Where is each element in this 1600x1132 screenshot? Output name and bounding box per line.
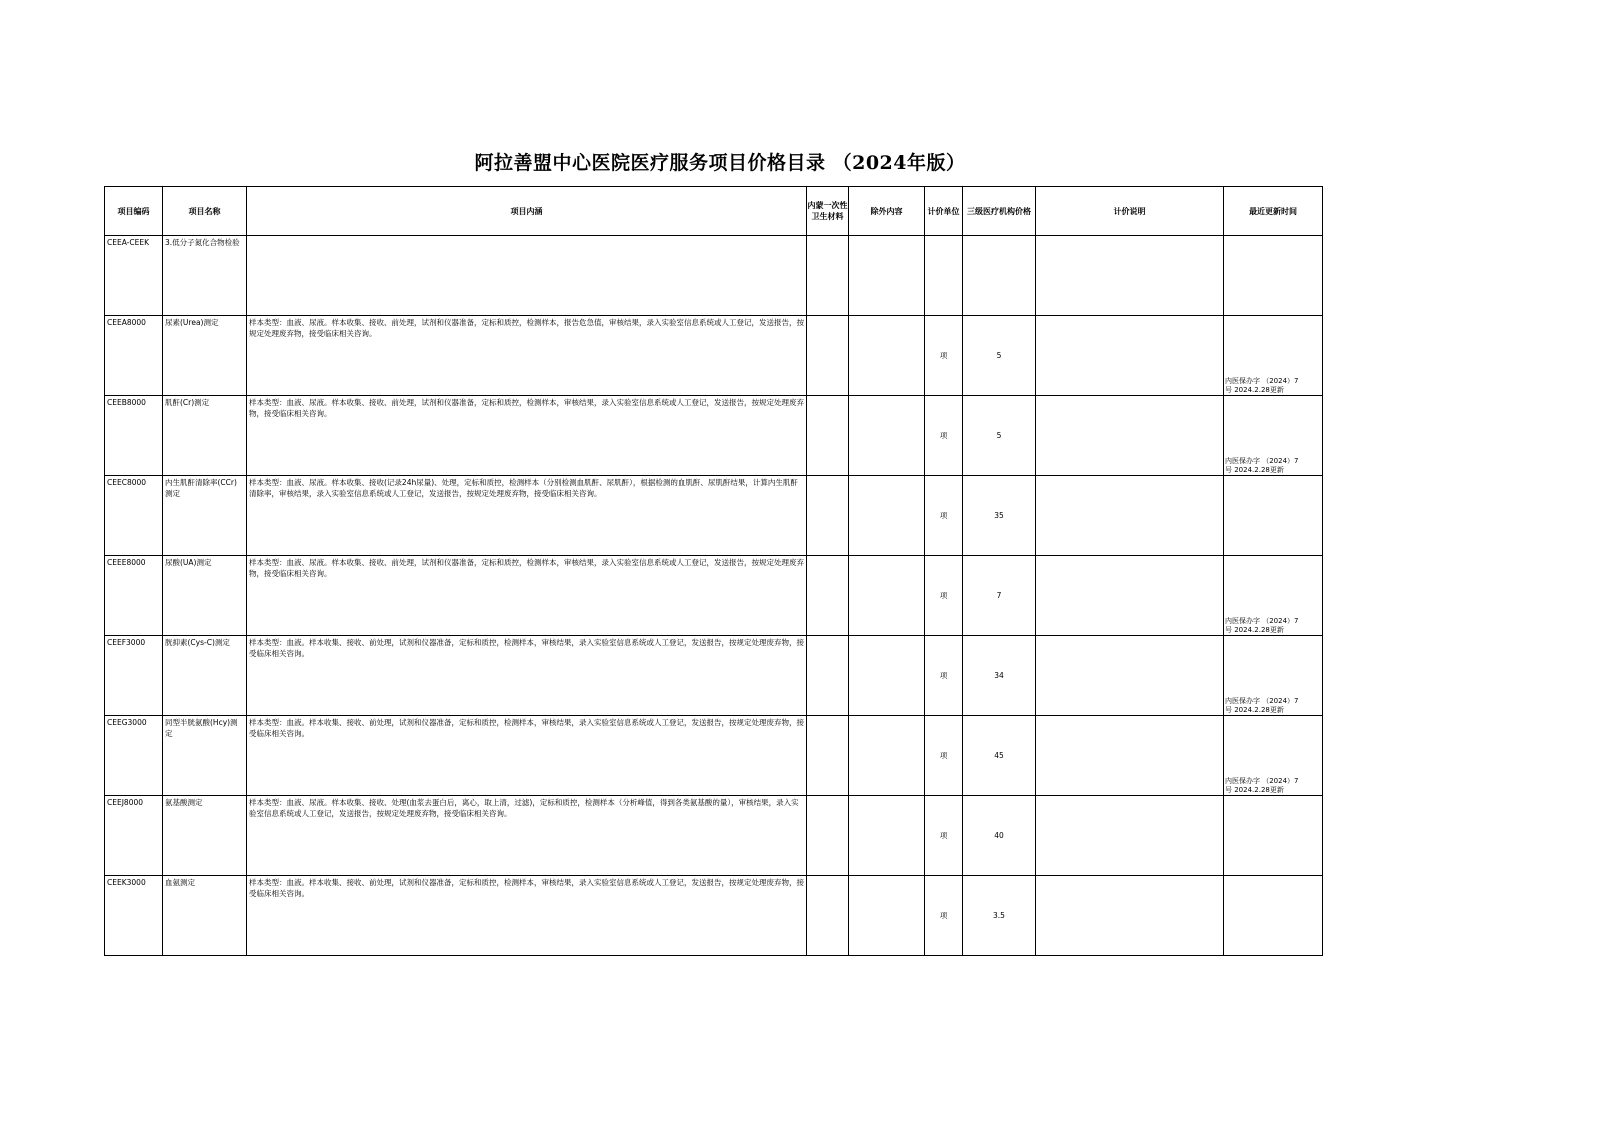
header-price: 三级医疗机构价格 <box>963 187 1036 236</box>
cell-updated <box>1224 476 1323 556</box>
updated-date: 号 2024.2.28更新 <box>1225 786 1284 794</box>
updated-doc: 内医保办字 （2024）7 <box>1225 377 1299 385</box>
cell-consumable <box>807 556 849 636</box>
cell-updated <box>1224 716 1323 796</box>
cell-name: 尿素(Urea)测定 <box>163 316 247 396</box>
updated-doc: 内医保办字 （2024）7 <box>1225 697 1299 705</box>
cell-content: 样本类型：血液。样本收集、接收、前处理，试剂和仪器准备，定标和质控，检测样本，审核结果，录入实验室信息系统或人工登记，发送报告，按规定处理废弃物，接受临床相关咨询。 <box>247 876 807 956</box>
cell-consumable <box>807 316 849 396</box>
table-row <box>105 236 1323 316</box>
cell-consumable <box>807 236 849 316</box>
cell-excluded <box>849 556 925 636</box>
header-note: 计价说明 <box>1036 187 1224 236</box>
cell-note <box>1036 476 1224 556</box>
cell-consumable <box>807 636 849 716</box>
cell-note <box>1036 556 1224 636</box>
cell-name: 血氨测定 <box>163 876 247 956</box>
cell-unit: 项 <box>925 876 963 956</box>
cell-price: 7 <box>963 556 1036 636</box>
updated-date: 号 2024.2.28更新 <box>1225 626 1284 634</box>
table-row <box>105 636 1323 716</box>
cell-note <box>1036 636 1224 716</box>
cell-price: 3.5 <box>963 876 1036 956</box>
table-row <box>105 396 1323 476</box>
cell-updated <box>1224 636 1323 716</box>
cell-updated <box>1224 876 1323 956</box>
cell-name: 内生肌酐清除率(CCr)测定 <box>163 476 247 556</box>
table-row <box>105 796 1323 876</box>
updated-date: 号 2024.2.28更新 <box>1225 386 1284 394</box>
cell-excluded <box>849 396 925 476</box>
cell-excluded <box>849 236 925 316</box>
table-row <box>105 316 1323 396</box>
cell-code: CEEE8000 <box>105 556 163 636</box>
cell-price: 40 <box>963 796 1036 876</box>
cell-updated <box>1224 796 1323 876</box>
cell-content: 样本类型：血液、尿液。样本收集、接收、前处理，试剂和仪器准备，定标和质控，检测样本，审核结果，录入实验室信息系统或人工登记，发送报告，按规定处理废弃物，接受临床相关咨询。 <box>247 396 807 476</box>
cell-note <box>1036 316 1224 396</box>
cell-unit: 项 <box>925 716 963 796</box>
cell-excluded <box>849 636 925 716</box>
cell-name: 3.低分子氮化合物检验 <box>163 236 247 316</box>
cell-content: 样本类型：血液、尿液。样本收集、接收(记录24h尿量)、处理，定标和质控，检测样本（分别检测血肌酐、尿肌酐），根据检测的血肌酐、尿肌酐结果，计算内生肌酐清除率，审核结果，录入实验室信息系统或人工登记，发送报告，按规定处理废弃物，接受临床相关咨询。 <box>247 476 807 556</box>
cell-name: 肌酐(Cr)测定 <box>163 396 247 476</box>
cell-unit: 项 <box>925 636 963 716</box>
cell-updated <box>1224 556 1323 636</box>
cell-updated <box>1224 236 1323 316</box>
cell-consumable <box>807 796 849 876</box>
cell-content: 样本类型：血液、尿液。样本收集、接收、前处理，试剂和仪器准备，定标和质控，检测样本，报告危急值，审核结果，录入实验室信息系统或人工登记，发送报告，按规定处理废弃物，接受临床相关咨询。 <box>247 316 807 396</box>
cell-content: 样本类型：血液。样本收集、接收、前处理，试剂和仪器准备，定标和质控，检测样本，审核结果，录入实验室信息系统或人工登记，发送报告，按规定处理废弃物，接受临床相关咨询。 <box>247 636 807 716</box>
table-row <box>105 716 1323 796</box>
cell-note <box>1036 396 1224 476</box>
table-row <box>105 476 1323 556</box>
cell-price <box>963 236 1036 316</box>
cell-consumable <box>807 476 849 556</box>
cell-excluded <box>849 316 925 396</box>
page-title: 阿拉善盟中心医院医疗服务项目价格目录 （2024年版） <box>474 152 966 174</box>
cell-content <box>247 236 807 316</box>
cell-code: CEEF3000 <box>105 636 163 716</box>
cell-consumable <box>807 716 849 796</box>
cell-code: CEEJ8000 <box>105 796 163 876</box>
cell-updated <box>1224 316 1323 396</box>
cell-name: 胱抑素(Cys-C)测定 <box>163 636 247 716</box>
cell-price: 45 <box>963 716 1036 796</box>
header-name: 项目名称 <box>163 187 247 236</box>
cell-code: CEEB8000 <box>105 396 163 476</box>
cell-price: 34 <box>963 636 1036 716</box>
cell-unit: 项 <box>925 476 963 556</box>
cell-consumable <box>807 396 849 476</box>
cell-name: 尿酸(UA)测定 <box>163 556 247 636</box>
updated-doc: 内医保办字 （2024）7 <box>1225 617 1299 625</box>
cell-content: 样本类型：血液。样本收集、接收、前处理，试剂和仪器准备，定标和质控，检测样本，审核结果，录入实验室信息系统或人工登记，发送报告，按规定处理废弃物，接受临床相关咨询。 <box>247 716 807 796</box>
updated-doc: 内医保办字 （2024）7 <box>1225 777 1299 785</box>
cell-code: CEEC8000 <box>105 476 163 556</box>
cell-name: 氨基酸测定 <box>163 796 247 876</box>
cell-excluded <box>849 796 925 876</box>
cell-excluded <box>849 476 925 556</box>
cell-unit <box>925 236 963 316</box>
cell-price: 5 <box>963 316 1036 396</box>
cell-name: 同型半胱氨酸(Hcy)测定 <box>163 716 247 796</box>
cell-code: CEEK3000 <box>105 876 163 956</box>
cell-content: 样本类型：血液、尿液。样本收集、接收、前处理，试剂和仪器准备，定标和质控，检测样本，审核结果，录入实验室信息系统或人工登记，发送报告，按规定处理废弃物，接受临床相关咨询。 <box>247 556 807 636</box>
cell-excluded <box>849 876 925 956</box>
cell-unit: 项 <box>925 556 963 636</box>
header-code: 项目编码 <box>105 187 163 236</box>
cell-price: 5 <box>963 396 1036 476</box>
cell-unit: 项 <box>925 316 963 396</box>
header-unit: 计价单位 <box>925 187 963 236</box>
cell-content: 样本类型：血液、尿液。样本收集、接收、处理(血浆去蛋白后，离心，取上清，过滤)，定标和质控，检测样本（分析峰值，得到各类氨基酸的量），审核结果，录入实验室信息系统或人工登记，发送报告，按规定处理废弃物，接受临床相关咨询。 <box>247 796 807 876</box>
cell-unit: 项 <box>925 396 963 476</box>
table-row <box>105 876 1323 956</box>
header-updated: 最近更新时间 <box>1224 187 1323 236</box>
cell-price: 35 <box>963 476 1036 556</box>
price-table <box>104 186 1323 956</box>
updated-doc: 内医保办字 （2024）7 <box>1225 457 1299 465</box>
cell-consumable <box>807 876 849 956</box>
cell-code: CEEA-CEEK <box>105 236 163 316</box>
header-consumable: 内蒙一次性卫生材料 <box>807 187 849 236</box>
header-row <box>105 187 1323 236</box>
cell-note <box>1036 716 1224 796</box>
header-content: 项目内涵 <box>247 187 807 236</box>
table-row <box>105 556 1323 636</box>
cell-excluded <box>849 716 925 796</box>
cell-unit: 项 <box>925 796 963 876</box>
cell-note <box>1036 796 1224 876</box>
header-excluded: 除外内容 <box>849 187 925 236</box>
updated-date: 号 2024.2.28更新 <box>1225 466 1284 474</box>
cell-note <box>1036 236 1224 316</box>
cell-code: CEEA8000 <box>105 316 163 396</box>
updated-date: 号 2024.2.28更新 <box>1225 706 1284 714</box>
cell-updated <box>1224 396 1323 476</box>
cell-note <box>1036 876 1224 956</box>
cell-code: CEEG3000 <box>105 716 163 796</box>
